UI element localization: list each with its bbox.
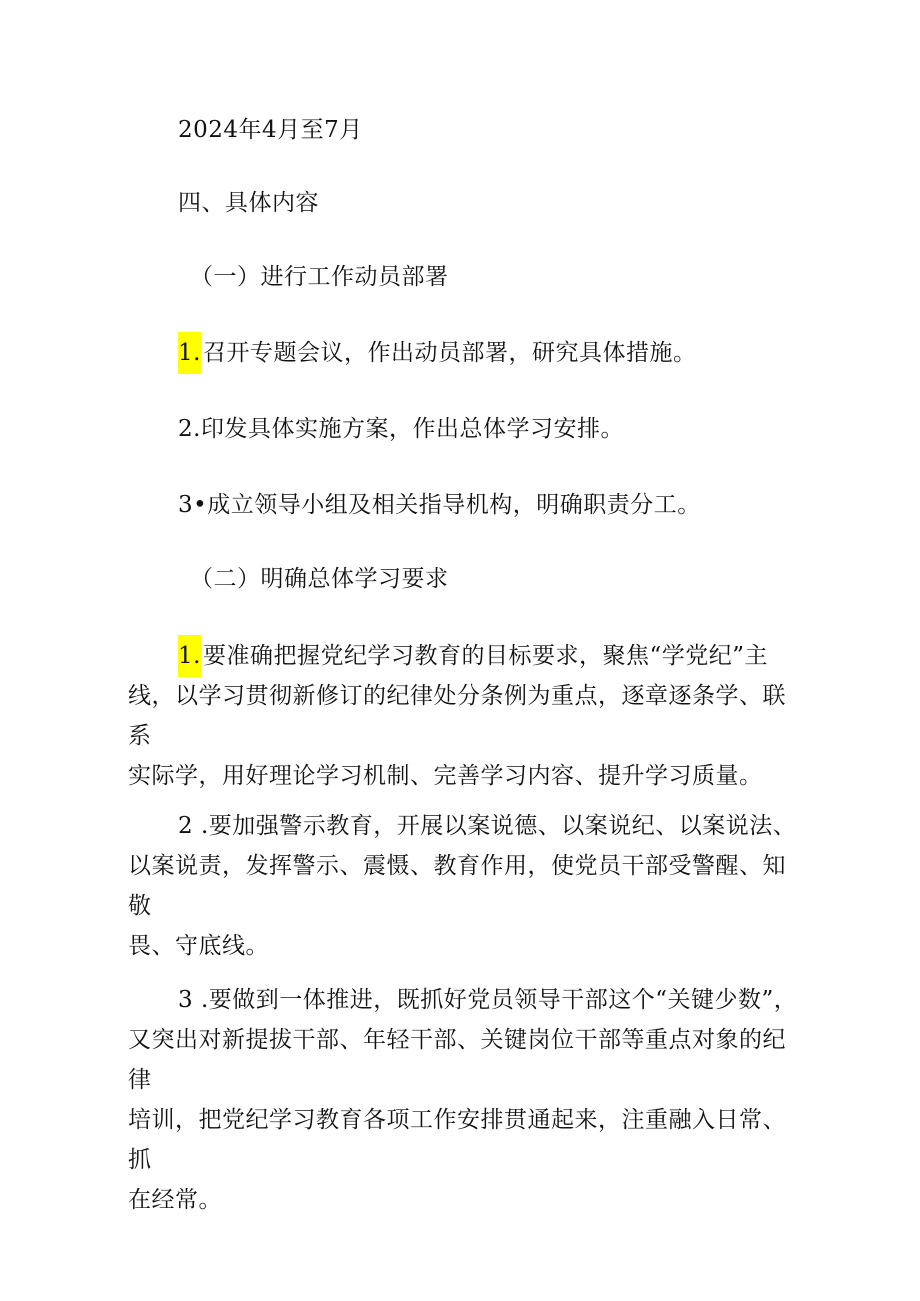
paragraph-line: 线，以学习贯彻新修订的纪律处分条例为重点，逐章逐条学、联系 (128, 683, 786, 749)
paragraph-2 (128, 806, 798, 966)
subsection-heading-1: （一）进行工作动员部署 (190, 264, 449, 290)
paragraph-1 (128, 636, 798, 796)
subsection-heading-2: （二）明确总体学习要求 (190, 566, 449, 592)
paragraph-line: 在经常。 (128, 1187, 222, 1213)
paragraph-line: 培训，把党纪学习教育各项工作安排贯通起来，注重融入日常、抓 (128, 1107, 786, 1173)
item-number-highlight: 1. (178, 332, 201, 374)
paragraph-line: 2 .要加强警示教育，开展以案说德、以案说纪、以案说法、 (178, 813, 797, 839)
paragraph-line: 又突出对新提拔干部、年轻干部、关键岗位干部等重点对象的纪律 (128, 1027, 786, 1093)
date-line: 2024年4月至7月 (178, 117, 363, 143)
paragraph-number-highlight: 1. (178, 635, 201, 677)
list-item-3: 3•成立领导小组及相关指导机构，明确职责分工。 (178, 492, 701, 518)
paragraph-line: 畏、守底线。 (128, 933, 269, 959)
paragraph-line (128, 636, 798, 676)
paragraph-line: 以案说责，发挥警示、震慑、教育作用，使党员干部受警醒、知敬 (128, 853, 786, 919)
paragraph-text: 要准确把握党纪学习教育的目标要求，聚焦“学党纪”主 (202, 643, 768, 669)
item-text: 召开专题会议，作出动员部署，研究具体措施。 (202, 340, 697, 366)
list-item-1 (178, 336, 696, 370)
section-heading-4: 四、具体内容 (178, 190, 319, 216)
list-item-2: 2.印发具体实施方案，作出总体学习安排。 (178, 416, 624, 442)
paragraph-line: 3 .要做到一体推进，既抓好党员领导干部这个“关键少数”， (178, 987, 798, 1013)
paragraph-line: 实际学，用好理论学习机制、完善学习内容、提升学习质量。 (128, 763, 763, 789)
paragraph-3 (128, 980, 798, 1220)
